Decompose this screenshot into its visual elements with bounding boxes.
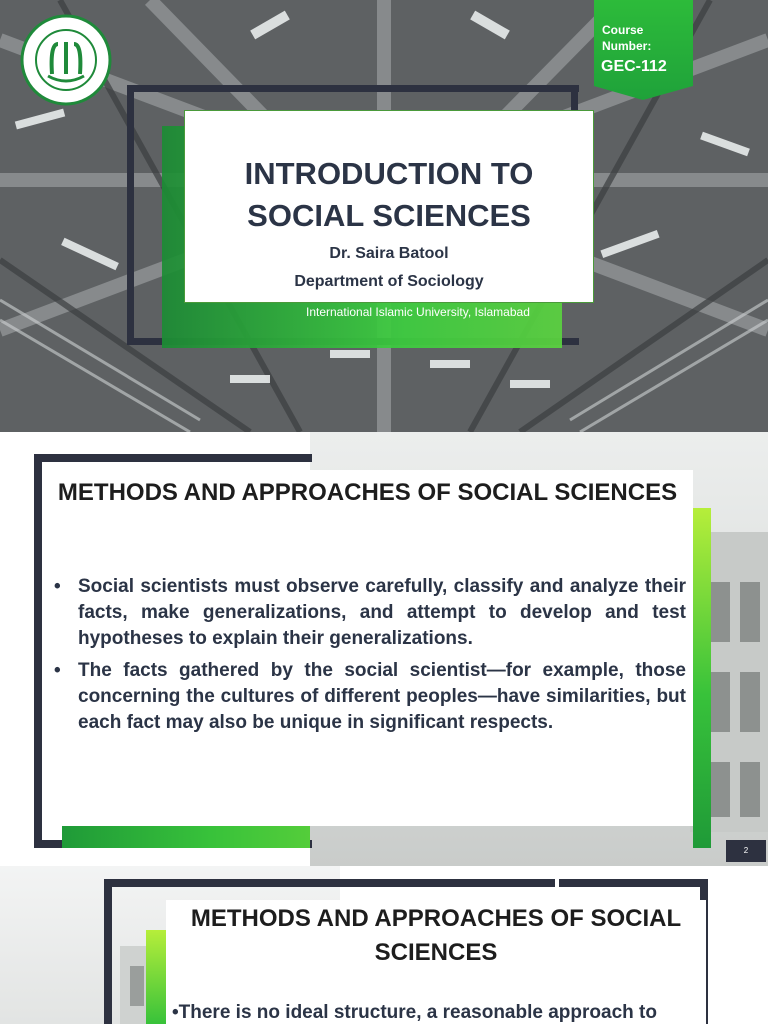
bullet-item [54, 574, 686, 652]
bullet-text: The facts gathered by the social scientist—for example, those concerning the cultures of different peoples—have similarities, but each fact may also be unique in significant respects. [78, 660, 686, 733]
title-line-1: INTRODUCTION TO [244, 156, 534, 191]
slide-title: METHODS AND APPROACHES OF SOCIAL SCIENCES [57, 479, 678, 506]
slide-title: METHODS AND APPROACHES OF SOCIAL SCIENCES [190, 905, 682, 966]
green-vertical-bar [693, 508, 711, 848]
green-horizontal-bar [62, 826, 310, 848]
content-card [42, 470, 693, 826]
course-number-label: Course Number: [602, 23, 652, 53]
course-number: GEC-112 [601, 58, 667, 75]
slide-3 [0, 866, 768, 1024]
presentation-title [185, 153, 593, 237]
content-card [166, 900, 706, 1024]
slide-2 [0, 432, 768, 866]
course-number-tag [594, 0, 693, 100]
bullet-list [54, 574, 686, 742]
bullet-icon: • [54, 576, 61, 597]
university-name: International Islamic University, Islamabad [306, 305, 530, 319]
slide-1 [0, 0, 768, 432]
title-card [184, 110, 594, 303]
university-logo [20, 14, 112, 106]
bullet-text: Social scientists must observe carefully, classify and analyze their facts, make generalizations, and attempt to develop and test hypotheses to explain their generalizations. [78, 576, 686, 649]
bullet-icon: • [54, 660, 61, 681]
frame-gap [555, 879, 559, 899]
author-name: Dr. Saira Batool [329, 245, 449, 262]
page-number: 2 [726, 840, 766, 862]
bullet-text: •There is no ideal structure, a reasonable approach to [172, 1002, 657, 1023]
bullet-item [54, 658, 686, 736]
department-name: Department of Sociology [294, 273, 484, 290]
title-line-2: SOCIAL SCIENCES [247, 198, 531, 233]
